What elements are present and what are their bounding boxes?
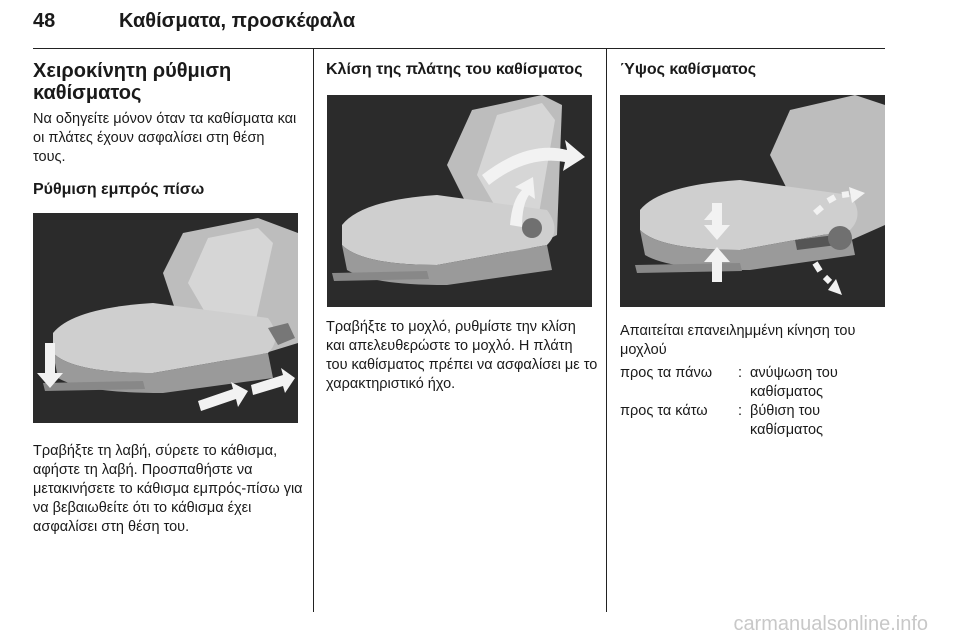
- section-heading-manual-adjustment: Χειροκίνητη ρύθμιση καθίσματος: [33, 60, 232, 104]
- column-height-text: [620, 322, 892, 360]
- column-divider-1: [313, 49, 314, 612]
- table-row: [620, 364, 890, 402]
- direction-up-label: προς τα πάνω: [620, 365, 713, 381]
- height-direction-table: [620, 364, 890, 440]
- direction-down-label: προς τα κάτω: [620, 403, 708, 419]
- page-number: 48: [33, 10, 56, 32]
- watermark: carmanualsonline.info: [733, 613, 928, 635]
- page-title: Καθίσματα, προσκέφαλα: [119, 10, 356, 32]
- direction-down-value: βύθιση του καθίσματος: [750, 403, 824, 438]
- instructions-recline: Τραβήξτε το μοχλό, ρυθμίστε την κλίση και απελευθερώστε το μοχλό. Η πλάτη του καθίσματος πρέπει να ασφαλίσει με το χαρακτηριστικό ήχο.: [326, 319, 598, 392]
- intro-height: Απαιτείται επανειλημμένη κίνηση του μοχλού: [620, 323, 856, 358]
- section-heading-height: Ύψος καθίσματος: [620, 61, 757, 78]
- seat-height-illustration: [620, 95, 885, 307]
- column-fore-aft: [33, 60, 301, 200]
- header-rule: [33, 48, 885, 49]
- instructions-fore-aft: Τραβήξτε τη λαβή, σύρετε το κάθισμα, αφήστε τη λαβή. Προσπαθήστε να μετακινήσετε το κάθισμα εμπρός-πίσω για να βεβαιωθείτε ότι το κάθισμα έχει ασφαλίσει στη θέση του.: [33, 443, 303, 535]
- separator: :: [738, 365, 743, 381]
- table-row: [620, 402, 890, 440]
- page-header: [33, 8, 885, 44]
- column-height: [620, 60, 892, 80]
- column-divider-2: [606, 49, 607, 612]
- intro-text: Να οδηγείτε μόνον όταν τα καθίσματα και οι πλάτες έχουν ασφαλίσει στη θέση τους.: [33, 111, 297, 165]
- section-heading-recline: Κλίση της πλάτης του καθίσματος: [326, 61, 583, 78]
- seat-recline-illustration: [327, 95, 592, 307]
- separator: :: [738, 403, 743, 419]
- direction-up-value: ανύψωση του καθίσματος: [750, 365, 838, 400]
- column-fore-aft-text: [33, 442, 305, 537]
- subheading-fore-aft: Ρύθμιση εμπρός πίσω: [33, 181, 205, 198]
- seat-fore-aft-illustration: [33, 213, 298, 423]
- column-recline-text: [326, 318, 598, 394]
- column-recline: [326, 60, 598, 80]
